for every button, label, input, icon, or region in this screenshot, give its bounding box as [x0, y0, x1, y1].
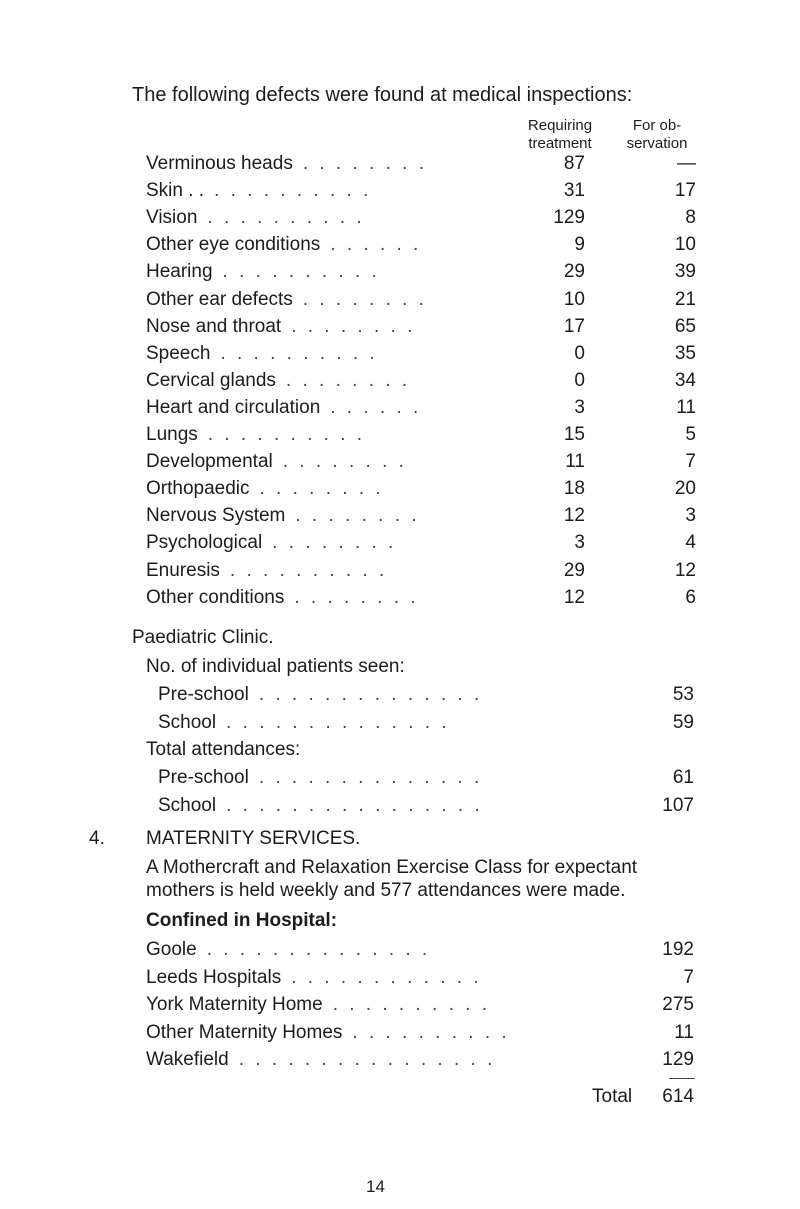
- row-leader-dots: . . . . . . . .: [272, 532, 397, 554]
- treatment-value: 3: [574, 532, 585, 554]
- row-leader-dots: . . . . . . . .: [302, 288, 427, 310]
- maternity-title: MATERNITY SERVICES.: [146, 828, 361, 849]
- observation-value: 4: [685, 532, 696, 554]
- row-label: Psychological: [146, 532, 263, 554]
- row-label: Lungs: [146, 424, 198, 445]
- row-leader-dots: . . . . . . . . . .: [220, 342, 378, 364]
- header-requiring-treatment: Requiring treatment: [527, 117, 593, 152]
- item-leader-dots: . . . . . . . . . . . . . .: [258, 767, 483, 788]
- page-number: 14: [366, 1177, 385, 1196]
- item-leader-dots: . . . . . . . . . . . . . .: [258, 684, 483, 705]
- row-label: Cervical glands: [146, 369, 276, 391]
- treatment-value: 15: [563, 424, 585, 445]
- treatment-value: 11: [565, 451, 585, 473]
- total-label: Total: [592, 1086, 633, 1107]
- item-value: 107: [662, 794, 694, 816]
- row-leader-dots: . . . . . . . . . .: [207, 424, 366, 445]
- item-leader-dots: . . . . . . . . . . . . . .: [226, 711, 450, 733]
- treatment-value: 129: [553, 207, 585, 229]
- item-leader-dots: . . . . . . . . . .: [332, 994, 490, 1015]
- row-label: Speech: [146, 342, 211, 364]
- treatment-value: 18: [563, 478, 585, 500]
- row-leader-dots: . . . . . . . . . .: [222, 261, 380, 283]
- observation-value: 7: [685, 451, 696, 473]
- item-value: 53: [672, 684, 694, 705]
- treatment-value: 29: [563, 261, 585, 283]
- treatment-value: 0: [574, 369, 585, 391]
- row-leader-dots: . . . . . . . .: [291, 315, 416, 337]
- item-value: 275: [662, 994, 694, 1015]
- maternity-paragraph: A Mothercraft and Relaxation Exercise Class for expectant mothers is held weekly and 577 attendances were made.: [146, 857, 638, 901]
- item-value: 11: [674, 1021, 694, 1043]
- item-leader-dots: . . . . . . . . . . . . . .: [206, 939, 431, 960]
- item-leader-dots: . . . . . . . . . . . . . . . .: [238, 1049, 496, 1070]
- treatment-value: 31: [563, 180, 585, 202]
- treatment-value: 12: [563, 505, 585, 527]
- item-value: 59: [672, 711, 694, 733]
- row-leader-dots: . . . . . . . .: [294, 586, 419, 608]
- treatment-value: 87: [563, 153, 585, 174]
- item-label: Wakefield: [146, 1049, 229, 1070]
- item-label: York Maternity Home: [146, 994, 323, 1015]
- header-for-observation: For ob- servation: [626, 117, 688, 152]
- observation-value: 65: [674, 315, 696, 337]
- confined-label: Confined in Hospital:: [146, 910, 338, 931]
- item-label: Goole: [146, 939, 197, 960]
- row-label: Other ear defects: [146, 288, 293, 310]
- row-leader-dots: . . . . . . . . . .: [229, 559, 388, 581]
- treatment-value: 9: [574, 234, 585, 256]
- row-leader-dots: . . . . . . . .: [302, 153, 427, 174]
- row-label: Nervous System: [146, 505, 286, 527]
- row-label: Hearing: [146, 261, 213, 283]
- item-value: 192: [662, 939, 694, 960]
- item-value: 7: [683, 966, 694, 988]
- item-leader-dots: . . . . . . . . . . . .: [291, 966, 482, 988]
- row-label: Orthopaedic: [146, 478, 250, 500]
- item-label: Pre-school: [158, 767, 249, 788]
- observation-value: 17: [674, 180, 696, 202]
- row-label: Skin . .: [146, 180, 205, 202]
- observation-value: 8: [685, 207, 696, 229]
- section-number: 4.: [89, 828, 105, 849]
- row-label: Enuresis: [146, 559, 220, 581]
- row-label: Verminous heads: [146, 153, 293, 174]
- treatment-value: 29: [563, 559, 585, 581]
- item-leader-dots: . . . . . . . . . .: [352, 1021, 510, 1043]
- item-label: Other Maternity Homes: [146, 1021, 343, 1043]
- item-leader-dots: . . . . . . . . . . . . . . . .: [226, 794, 483, 816]
- row-label: Developmental: [146, 451, 273, 473]
- total-rule: [669, 1078, 695, 1079]
- row-leader-dots: . . . . . .: [330, 234, 422, 256]
- total-value: 614: [662, 1086, 694, 1107]
- row-leader-dots: . . . . . . . . . .: [207, 207, 365, 229]
- row-label: Nose and throat: [146, 315, 282, 337]
- item-value: 61: [672, 767, 694, 788]
- item-label: Leeds Hospitals: [146, 966, 282, 988]
- observation-value: 3: [685, 505, 696, 527]
- row-leader-dots: . . . . . . . . . .: [214, 180, 372, 202]
- paediatric-title: Paediatric Clinic.: [132, 627, 274, 648]
- row-leader-dots: . . . . . . . .: [259, 478, 384, 500]
- item-label: School: [158, 794, 217, 816]
- observation-value: 11: [676, 396, 696, 418]
- observation-value: 12: [674, 559, 696, 581]
- treatment-value: 12: [563, 586, 585, 608]
- observation-value: —: [677, 153, 696, 174]
- row-label: Other eye conditions: [146, 234, 321, 256]
- treatment-value: 10: [563, 288, 585, 310]
- item-label: School: [158, 711, 217, 733]
- row-leader-dots: . . . . . . . .: [285, 369, 411, 391]
- row-label: Other conditions: [146, 586, 285, 608]
- intro-text: The following defects were found at medical inspections:: [132, 84, 633, 106]
- observation-value: 39: [674, 261, 696, 283]
- treatment-value: 17: [563, 315, 585, 337]
- row-label: Vision: [146, 207, 198, 229]
- observation-value: 6: [685, 586, 696, 608]
- item-label: Pre-school: [158, 684, 249, 705]
- row-leader-dots: . . . . . . . .: [282, 451, 407, 473]
- observation-value: 5: [685, 424, 696, 445]
- observation-value: 20: [674, 478, 696, 500]
- row-label: Heart and circulation: [146, 396, 321, 418]
- observation-value: 21: [674, 288, 696, 310]
- row-leader-dots: . . . . . . . .: [295, 505, 420, 527]
- treatment-value: 3: [574, 396, 585, 418]
- observation-value: 34: [674, 369, 696, 391]
- item-value: 129: [662, 1049, 694, 1070]
- row-leader-dots: . . . . . .: [330, 396, 422, 418]
- attendances-label: Total attendances:: [146, 739, 301, 760]
- treatment-value: 0: [574, 342, 585, 364]
- observation-value: 35: [674, 342, 696, 364]
- patients-label: No. of individual patients seen:: [146, 656, 405, 677]
- observation-value: 10: [674, 234, 696, 256]
